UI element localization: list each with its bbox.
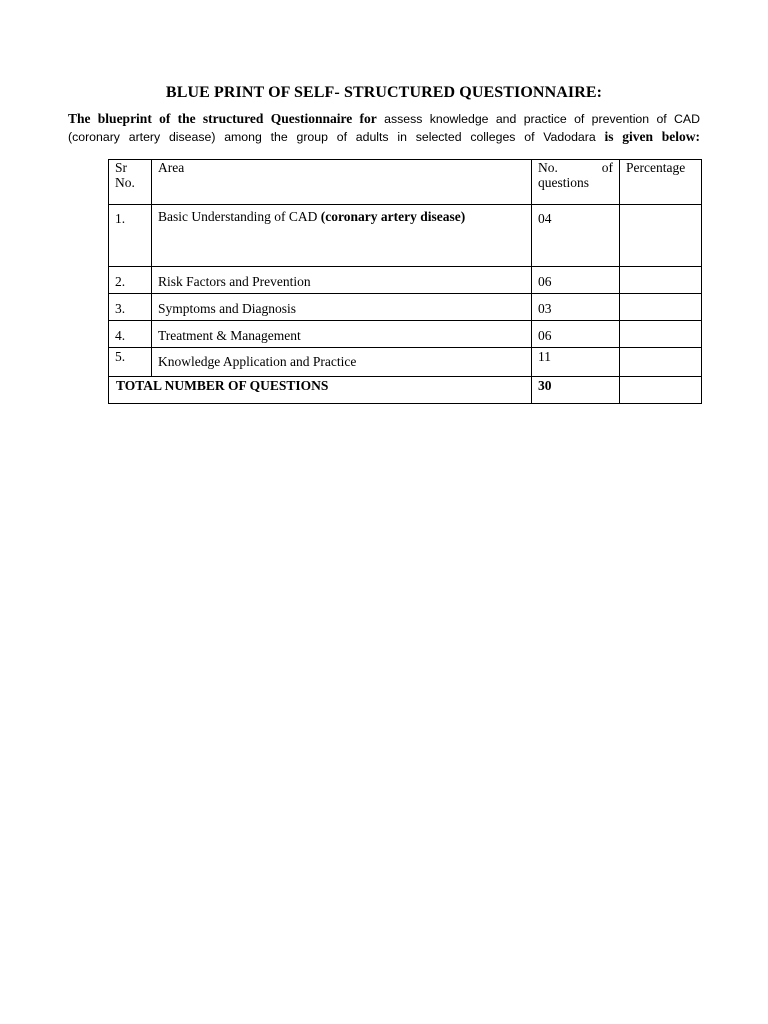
intro-line-1 (68, 110, 700, 128)
header-of-label: of (601, 160, 613, 175)
row-area: Risk Factors and Prevention (152, 267, 532, 294)
row-area: Symptoms and Diagnosis (152, 294, 532, 321)
header-sr-no: Sr No. (109, 160, 152, 205)
intro-line-2-main: (coronary artery disease) among the group of adults in selected colleges of Vadodara (68, 130, 596, 144)
total-percentage (620, 377, 702, 404)
header-questions-label: questions (538, 175, 590, 190)
header-no-label: No. (538, 160, 558, 175)
row-count: 06 (532, 321, 620, 348)
table-row (109, 321, 702, 348)
row-area: Treatment & Management (152, 321, 532, 348)
row-area-text: Basic Understanding of CAD (158, 209, 318, 224)
row-sr: 4. (109, 321, 152, 348)
row-sr: 2. (109, 267, 152, 294)
row-count: 04 (532, 205, 620, 267)
row-percentage (620, 205, 702, 267)
intro-line-1-rest: assess knowledge and practice of prevention of CAD (384, 112, 700, 126)
table-header-row (109, 160, 702, 205)
total-count: 30 (532, 377, 620, 404)
intro-bold-tail: is given below: (604, 129, 700, 144)
row-area-bold: (coronary artery disease) (320, 209, 466, 224)
row-percentage (620, 348, 702, 377)
intro-bold-lead: The blueprint of the structured Questionnaire for (68, 111, 377, 126)
row-sr: 5. (109, 348, 152, 377)
row-count: 03 (532, 294, 620, 321)
total-label: TOTAL NUMBER OF QUESTIONS (109, 377, 532, 404)
intro-line-2 (68, 128, 700, 146)
header-no-of-questions (532, 160, 620, 205)
table-row (109, 267, 702, 294)
row-count: 06 (532, 267, 620, 294)
row-percentage (620, 267, 702, 294)
header-area: Area (152, 160, 532, 205)
table-row (109, 205, 702, 267)
row-count: 11 (532, 348, 620, 377)
row-area: Knowledge Application and Practice (152, 348, 532, 377)
table-row (109, 348, 702, 377)
document-title: BLUE PRINT OF SELF- STRUCTURED QUESTIONNAIRE: (165, 84, 603, 101)
table-row (109, 294, 702, 321)
blueprint-table (108, 159, 702, 404)
row-percentage (620, 294, 702, 321)
table-total-row (109, 377, 702, 404)
row-sr: 1. (109, 205, 152, 267)
header-percentage: Percentage (620, 160, 702, 205)
row-area (152, 205, 532, 267)
row-percentage (620, 321, 702, 348)
intro-paragraph (68, 110, 700, 146)
row-sr: 3. (109, 294, 152, 321)
